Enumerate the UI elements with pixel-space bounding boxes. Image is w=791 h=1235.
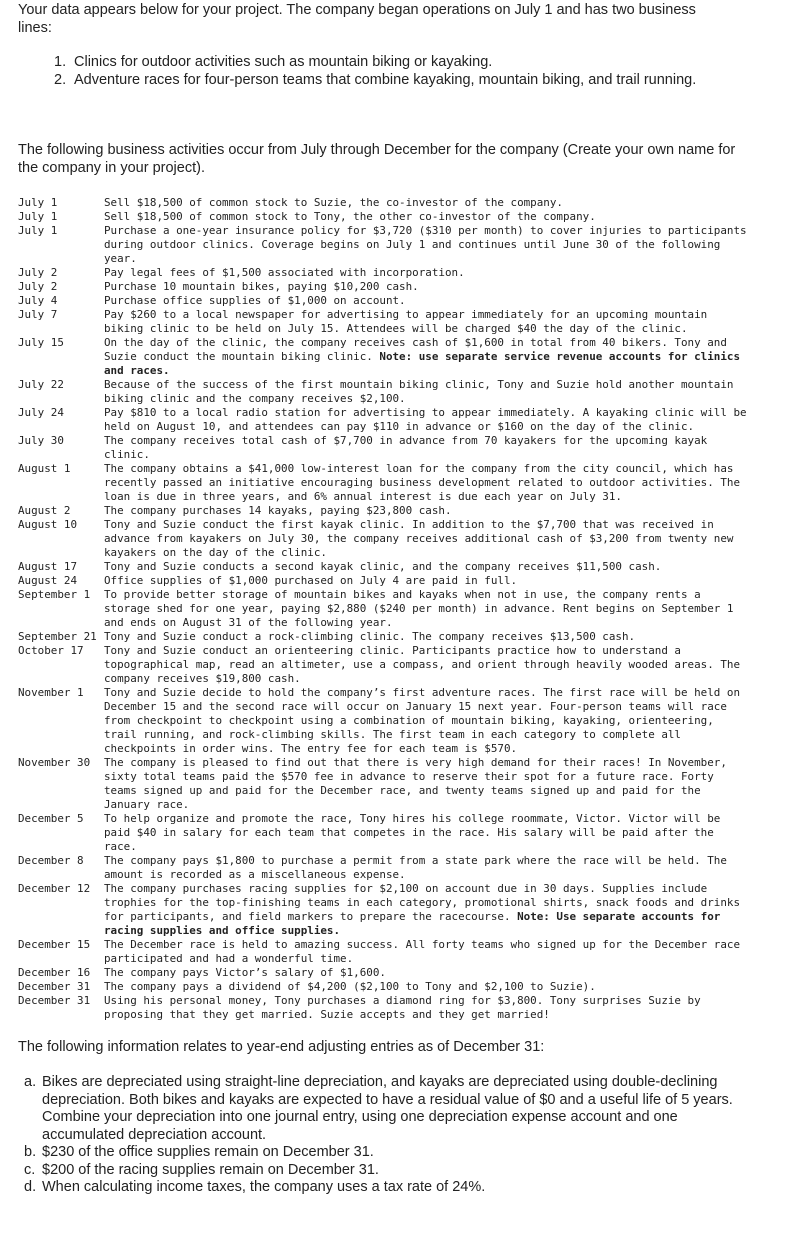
transaction-date: December 15 <box>18 938 91 951</box>
transactions-table <box>18 196 748 1022</box>
table-row <box>18 560 748 574</box>
table-row <box>18 574 748 588</box>
transaction-date: August 10 <box>18 518 78 531</box>
table-row <box>18 280 748 294</box>
table-row <box>18 812 748 854</box>
table-row <box>18 938 748 966</box>
adjusting-intro-paragraph: The following information relates to year-end adjusting entries as of December 31: <box>18 1039 545 1055</box>
table-row <box>18 308 748 336</box>
transaction-date: December 31 <box>18 980 91 993</box>
transaction-text: The company purchases 14 kayaks, paying $23,800 cash. <box>104 504 452 517</box>
transaction-note: Note: use separate service revenue accounts for clinics and races. <box>104 350 741 377</box>
transaction-text: On the day of the clinic, the company receives cash of $1,600 in total from 40 bikers. Tony and Suzie conduct the mountain biking clinic. <box>104 336 727 363</box>
table-row <box>18 224 748 266</box>
table-row <box>18 336 748 378</box>
transaction-description <box>104 574 748 588</box>
table-row <box>18 980 748 994</box>
transaction-date: August 24 <box>18 574 78 587</box>
transaction-date: July 22 <box>18 378 64 391</box>
transaction-text: The company is pleased to find out that there is very high demand for their races! In November, sixty total teams paid the $570 fee in advance to reserve their spot for a future race. Forty teams signed up and paid for the December race, and twenty teams signed up and paid for the January race. <box>104 756 727 811</box>
transaction-description <box>104 308 748 336</box>
transaction-date: December 8 <box>18 854 84 867</box>
transaction-text: To help organize and promote the race, Tony hires his college roommate, Victor. Victor will be paid $40 in salary for each team that competes in the race. His salary will be paid after the race. <box>104 812 721 853</box>
list-item-number: 2. <box>54 71 67 88</box>
intro-paragraph: Your data appears below for your project. The company began operations on July 1 and has two business lines: <box>18 2 696 36</box>
transaction-text: The company pays $1,800 to purchase a permit from a state park where the race will be held. The amount is recorded as a miscellaneous expense. <box>104 854 727 881</box>
transaction-description <box>104 938 748 966</box>
transaction-text: Tony and Suzie decide to hold the company’s first adventure races. The first race will be held on December 15 and the second race will occur on January 15 next year. Four-person teams will race from checkpoint to checkpoint using a combination of mountain biking, kayaking, orienteering, trail running, and rock-climbing skills. The first team in each category to complete all checkpoints in order wins. The entry fee for each team is $570. <box>104 686 741 755</box>
transaction-text: Purchase 10 mountain bikes, paying $10,200 cash. <box>104 280 419 293</box>
transaction-text: The company obtains a $41,000 low-interest loan for the company from the city council, which has recently passed an initiative encouraging business development related to outdoor activities. The loan is due in three years, and 6% annual interest is due each year on July 31. <box>104 462 741 503</box>
list-item <box>24 1179 744 1197</box>
transaction-description <box>104 434 748 462</box>
transaction-description <box>104 812 748 854</box>
transaction-text: Pay $260 to a local newspaper for advertising to appear immediately for an upcoming mountain biking clinic to be held on July 15. Attendees will be charged $40 the day of the clinic. <box>104 308 708 335</box>
table-row <box>18 504 748 518</box>
transaction-date: July 1 <box>18 210 58 223</box>
transaction-text: Tony and Suzie conduct a rock-climbing clinic. The company receives $13,500 cash. <box>104 630 636 643</box>
adjustments-list <box>24 1074 744 1197</box>
list-item-text: When calculating income taxes, the company uses a tax rate of 24%. <box>42 1179 486 1195</box>
transaction-text: Because of the success of the first mountain biking clinic, Tony and Suzie hold another mountain biking clinic and the company receives $2,100. <box>104 378 734 405</box>
transaction-description <box>104 462 748 504</box>
transaction-text: Pay $810 to a local radio station for advertising to appear immediately. A kayaking clinic will be held on August 10, and attendees can pay $110 in advance or $160 on the day of the clinic. <box>104 406 747 433</box>
transaction-description <box>104 336 748 378</box>
list-item-number: 1. <box>54 54 67 70</box>
list-item <box>52 72 732 90</box>
transaction-description <box>104 224 748 266</box>
list-item <box>52 54 732 72</box>
table-row <box>18 882 748 938</box>
transaction-date: July 4 <box>18 294 58 307</box>
list-item-text: Bikes are depreciated using straight-line depreciation, and kayaks are depreciated using double-declining depreciation. Both bikes and kayaks are expected to have a residual value of $0 and a useful life of 5 years. Combine your depreciation into one journal entry, using one depreciation expense account and one accumulated depreciation account. <box>42 1074 733 1143</box>
transaction-text: The company receives total cash of $7,700 in advance from 70 kayakers for the upcoming kayak clinic. <box>104 434 708 461</box>
transaction-date: September 21 <box>18 630 97 643</box>
table-row <box>18 756 748 812</box>
transaction-description <box>104 378 748 406</box>
table-row <box>18 854 748 882</box>
transaction-description <box>104 686 748 756</box>
table-row <box>18 630 748 644</box>
transaction-date: November 30 <box>18 756 91 769</box>
transaction-text: Using his personal money, Tony purchases a diamond ring for $3,800. Tony surprises Suzie by proposing that they get married. Suzie accepts and they get married! <box>104 994 701 1021</box>
transaction-date: July 30 <box>18 434 64 447</box>
transaction-date: July 1 <box>18 224 58 237</box>
transaction-date: July 1 <box>18 196 58 209</box>
list-item-letter: c. <box>24 1161 36 1178</box>
transaction-date: December 16 <box>18 966 91 979</box>
table-row <box>18 686 748 756</box>
transaction-text: Purchase a one-year insurance policy for $3,720 ($310 per month) to cover injuries to participants during outdoor clinics. Coverage begins on July 1 and continues until June 30 of the following year. <box>104 224 747 265</box>
list-item-letter: d. <box>24 1179 37 1195</box>
transaction-text: Pay legal fees of $1,500 associated with incorporation. <box>104 266 465 279</box>
list-item <box>24 1074 744 1144</box>
transaction-text: Tony and Suzie conduct the first kayak clinic. In addition to the $7,700 that was received in advance from kayakers on July 30, the company receives additional cash of $3,200 from twenty new kayakers on the day of the clinic. <box>104 518 734 559</box>
transaction-text: Tony and Suzie conducts a second kayak clinic, and the company receives $11,500 cash. <box>104 560 662 573</box>
list-item-text: $230 of the office supplies remain on December 31. <box>42 1144 374 1160</box>
transaction-description <box>104 280 748 294</box>
transaction-date: July 15 <box>18 336 64 349</box>
transaction-date: September 1 <box>18 588 91 601</box>
transaction-date: November 1 <box>18 686 84 699</box>
transaction-text: The company purchases racing supplies for $2,100 on account due in 30 days. Supplies include trophies for the top-finishing teams in each category, promotional shirts, snack foods and drinks for participants, and field markers to prepare the racecourse. <box>104 882 741 923</box>
table-row <box>18 434 748 462</box>
transaction-date: December 31 <box>18 994 91 1007</box>
transaction-description <box>104 630 748 644</box>
transaction-text: The company pays Victor’s salary of $1,600. <box>104 966 386 979</box>
transaction-description <box>104 294 748 308</box>
transaction-description <box>104 756 748 812</box>
transaction-description <box>104 518 748 560</box>
list-item-text: $200 of the racing supplies remain on December 31. <box>42 1161 379 1178</box>
list-item <box>24 1144 744 1162</box>
list-item-text: Adventure races for four-person teams that combine kayaking, mountain biking, and trail running. <box>74 71 697 88</box>
transaction-date: August 2 <box>18 504 71 517</box>
transaction-text: Purchase office supplies of $1,000 on account. <box>104 294 406 307</box>
transaction-date: December 12 <box>18 882 91 895</box>
table-row <box>18 966 748 980</box>
table-row <box>18 378 748 406</box>
transaction-text: The company pays a dividend of $4,200 ($2,100 to Tony and $2,100 to Suzie). <box>104 980 596 993</box>
table-row <box>18 266 748 280</box>
transaction-text: Tony and Suzie conduct an orienteering clinic. Participants practice how to understand a topographical map, read an altimeter, use a compass, and orient through heavily wooded areas. The company receives $19,800 cash. <box>104 644 741 685</box>
transaction-description <box>104 196 748 210</box>
transaction-description <box>104 266 748 280</box>
transaction-description <box>104 882 748 938</box>
table-row <box>18 210 748 224</box>
transaction-text: Sell $18,500 of common stock to Suzie, the co-investor of the company. <box>104 196 563 209</box>
transaction-description <box>104 504 748 518</box>
transaction-date: December 5 <box>18 812 84 825</box>
transaction-text: Office supplies of $1,000 purchased on July 4 are paid in full. <box>104 574 518 587</box>
transaction-description <box>104 966 748 980</box>
transaction-date: July 7 <box>18 308 58 321</box>
table-row <box>18 196 748 210</box>
transaction-date: July 2 <box>18 280 58 293</box>
transaction-date: August 1 <box>18 462 71 475</box>
transaction-description <box>104 406 748 434</box>
transaction-text: To provide better storage of mountain bikes and kayaks when not in use, the company rents a storage shed for one year, paying $2,880 ($240 per month) in advance. Rent begins on September 1 and ends on August 31 of the following year. <box>104 588 734 629</box>
transaction-text: Sell $18,500 of common stock to Tony, the other co-investor of the company. <box>104 210 596 223</box>
list-item-letter: a. <box>24 1074 37 1090</box>
transaction-description <box>104 854 748 882</box>
activities-intro-paragraph: The following business activities occur from July through December for the company (Create your own name for the company in your project). <box>18 142 736 176</box>
business-lines-list <box>52 54 732 89</box>
transaction-description <box>104 644 748 686</box>
transaction-note: Note: Use separate accounts for racing supplies and office supplies. <box>104 910 721 937</box>
transaction-description <box>104 210 748 224</box>
transaction-date: October 17 <box>18 644 84 657</box>
transaction-description <box>104 560 748 574</box>
table-row <box>18 406 748 434</box>
table-row <box>18 644 748 686</box>
transaction-text: The December race is held to amazing success. All forty teams who signed up for the December race participated and had a wonderful time. <box>104 938 741 965</box>
table-row <box>18 462 748 504</box>
transaction-description <box>104 980 748 994</box>
transaction-date: July 24 <box>18 406 64 419</box>
transaction-date: August 17 <box>18 560 78 573</box>
list-item-text: Clinics for outdoor activities such as mountain biking or kayaking. <box>74 54 493 70</box>
transaction-date: July 2 <box>18 266 58 279</box>
transaction-description <box>104 588 748 630</box>
table-row <box>18 518 748 560</box>
table-row <box>18 994 748 1022</box>
list-item <box>24 1162 744 1180</box>
table-row <box>18 588 748 630</box>
table-row <box>18 294 748 308</box>
transaction-description <box>104 994 748 1022</box>
list-item-letter: b. <box>24 1144 37 1160</box>
